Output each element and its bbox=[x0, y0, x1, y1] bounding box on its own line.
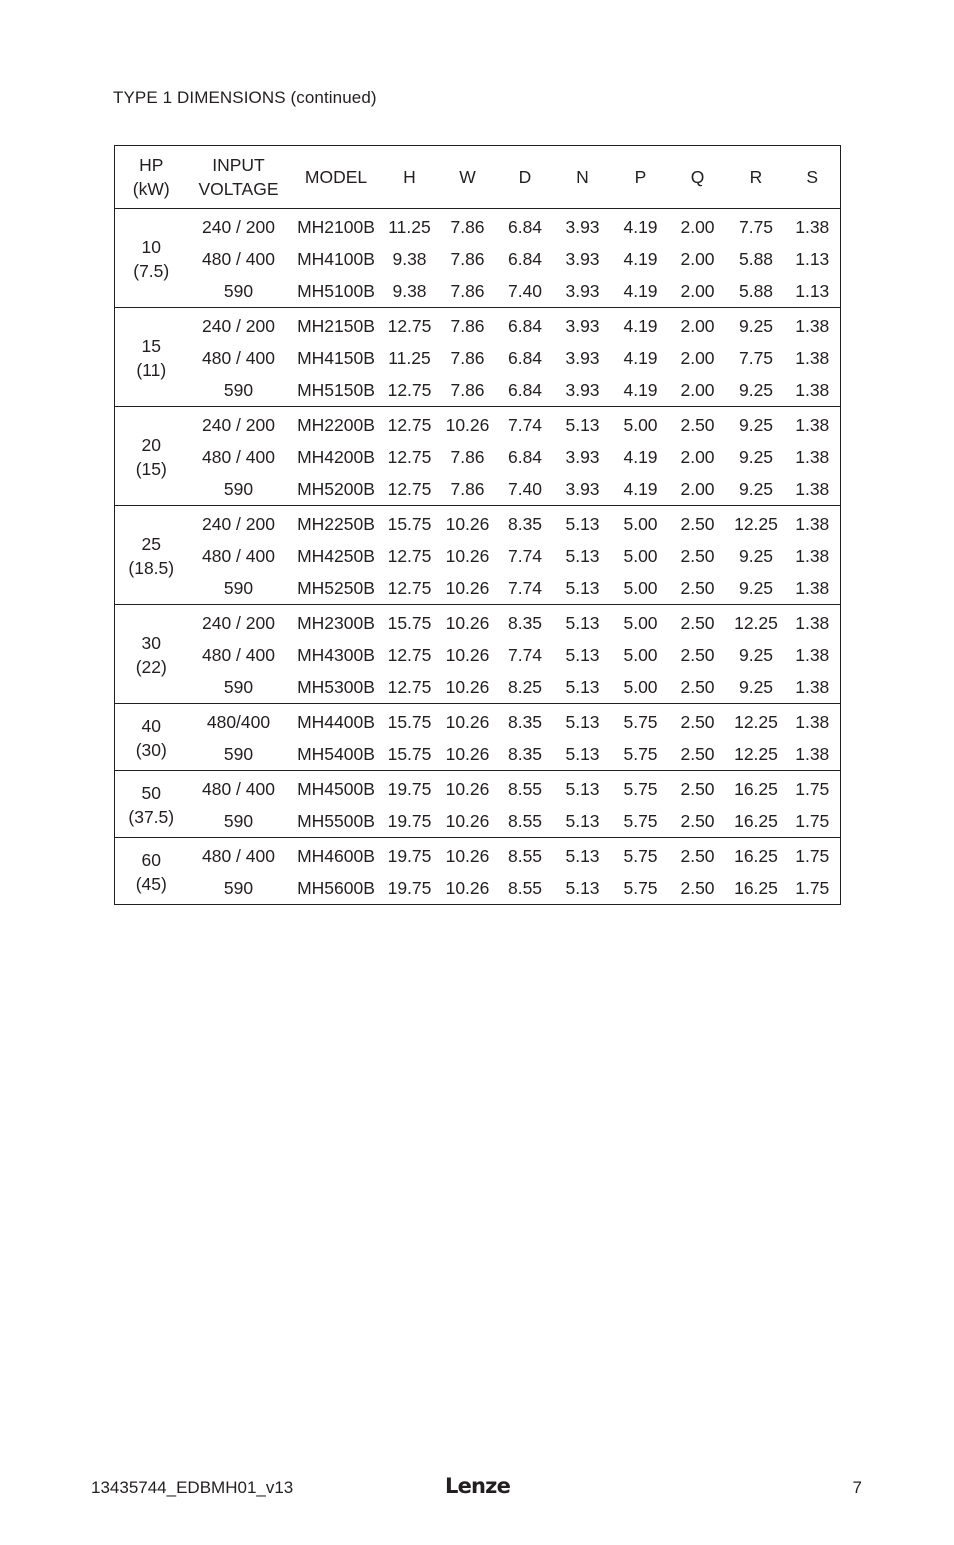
table-cell: MH4400B bbox=[297, 711, 375, 732]
table-cell: 10.26 bbox=[445, 612, 490, 633]
table-row bbox=[115, 540, 841, 572]
table-cell: 5.88 bbox=[728, 275, 785, 308]
table-cell: 590 bbox=[188, 374, 290, 407]
kw-value: (15) bbox=[135, 459, 167, 479]
table-cell: 7.86 bbox=[437, 275, 499, 308]
table-cell: 590 bbox=[188, 671, 290, 704]
table-cell: 12.75 bbox=[387, 315, 432, 336]
table-cell: MH5300B bbox=[290, 671, 383, 704]
table-cell: MH4500B bbox=[297, 778, 375, 799]
table-cell: 1.38 bbox=[795, 315, 830, 336]
table-row bbox=[115, 738, 841, 771]
table-cell: 6.84 bbox=[499, 374, 552, 407]
table-cell: 5.13 bbox=[565, 545, 600, 566]
hp-value: 10 bbox=[141, 237, 161, 257]
table-cell: 590 bbox=[188, 805, 290, 838]
column-header: INPUT VOLTAGE bbox=[188, 146, 290, 209]
table-cell: 1.38 bbox=[795, 347, 830, 368]
table-cell: 3.93 bbox=[552, 374, 614, 407]
table-cell: 10.26 bbox=[437, 671, 499, 704]
table-cell: MH4200B bbox=[297, 446, 375, 467]
table-cell: 2.50 bbox=[668, 671, 728, 704]
table-row bbox=[115, 671, 841, 704]
table-cell: MH5100B bbox=[290, 275, 383, 308]
table-cell: 1.75 bbox=[785, 872, 841, 905]
table-cell: 11.25 bbox=[388, 216, 431, 237]
column-header: H bbox=[383, 146, 437, 209]
table-cell: 2.50 bbox=[680, 644, 715, 665]
table-cell: MH2300B bbox=[297, 612, 375, 633]
table-cell: MH5500B bbox=[290, 805, 383, 838]
kw-value: (30) bbox=[135, 740, 167, 760]
table-cell: MH4300B bbox=[297, 644, 375, 665]
table-cell: 2.00 bbox=[680, 248, 715, 269]
table-cell: 1.38 bbox=[785, 473, 841, 506]
table-cell: 5.75 bbox=[614, 738, 668, 771]
table-cell: 2.00 bbox=[668, 374, 728, 407]
table-cell: MH2150B bbox=[297, 315, 375, 336]
table-cell: MH4250B bbox=[297, 545, 375, 566]
table-cell: 8.55 bbox=[507, 778, 543, 799]
table-header bbox=[115, 146, 841, 209]
table-cell: 11.25 bbox=[388, 347, 431, 368]
table-cell: 1.38 bbox=[795, 446, 830, 467]
table-cell: MH4600B bbox=[297, 845, 375, 866]
kw-value: (18.5) bbox=[128, 558, 175, 578]
table-cell: 7.74 bbox=[499, 572, 552, 605]
table-cell: 2.50 bbox=[680, 711, 715, 732]
page-number: 7 bbox=[852, 1478, 862, 1497]
hp-kw-cell bbox=[115, 407, 188, 506]
hp-value: 30 bbox=[141, 633, 161, 653]
table-cell: 5.00 bbox=[623, 644, 658, 665]
table-cell: 9.25 bbox=[728, 572, 785, 605]
table-cell: 2.50 bbox=[680, 845, 715, 866]
table-row bbox=[115, 838, 841, 873]
table-row bbox=[115, 374, 841, 407]
column-header: Q bbox=[668, 146, 728, 209]
table-cell: 240 / 200 bbox=[202, 315, 275, 336]
kw-value: (45) bbox=[135, 874, 167, 894]
table-cell: MH2100B bbox=[297, 216, 375, 237]
table-cell: 3.93 bbox=[565, 446, 600, 467]
table-cell: 12.75 bbox=[383, 473, 437, 506]
table-row bbox=[115, 872, 841, 905]
column-header: D bbox=[499, 146, 552, 209]
kw-value: (22) bbox=[135, 657, 167, 677]
table-cell: 7.86 bbox=[450, 446, 485, 467]
table-cell: 4.19 bbox=[614, 374, 668, 407]
table-cell: 1.38 bbox=[795, 513, 830, 534]
table-cell: 7.86 bbox=[437, 374, 499, 407]
table-cell: 12.75 bbox=[383, 374, 437, 407]
table-cell: 1.38 bbox=[785, 374, 841, 407]
table-cell: 3.93 bbox=[565, 248, 600, 269]
table-cell: 12.75 bbox=[387, 446, 432, 467]
table-cell: 4.19 bbox=[623, 446, 658, 467]
table-row bbox=[115, 473, 841, 506]
hp-value: 20 bbox=[141, 435, 161, 455]
table-cell: 9.38 bbox=[392, 248, 427, 269]
table-cell: 6.84 bbox=[507, 446, 543, 467]
table-cell: MH5200B bbox=[290, 473, 383, 506]
table-cell: 8.35 bbox=[507, 711, 543, 732]
table-cell: 6.84 bbox=[507, 347, 543, 368]
table-cell: 240 / 200 bbox=[202, 216, 275, 237]
table-cell: 5.13 bbox=[552, 805, 614, 838]
table-cell: 1.13 bbox=[795, 248, 830, 269]
hp-kw-cell bbox=[115, 308, 188, 407]
table-cell: 10.26 bbox=[445, 545, 490, 566]
table-cell: 9.25 bbox=[728, 374, 785, 407]
table-cell: 5.00 bbox=[614, 671, 668, 704]
table-cell: 15.75 bbox=[387, 612, 432, 633]
table-cell: 10.26 bbox=[437, 572, 499, 605]
table-cell: 9.25 bbox=[738, 545, 774, 566]
column-header: P bbox=[614, 146, 668, 209]
table-cell: 5.88 bbox=[738, 248, 774, 269]
table-cell: 1.75 bbox=[785, 805, 841, 838]
table-row bbox=[115, 275, 841, 308]
table-cell: 1.38 bbox=[795, 545, 830, 566]
table-cell: 7.40 bbox=[499, 275, 552, 308]
table-cell: 8.35 bbox=[507, 513, 543, 534]
section-title: TYPE 1 DIMENSIONS (continued) bbox=[113, 88, 377, 107]
table-cell: 2.50 bbox=[668, 872, 728, 905]
hp-value: 25 bbox=[141, 534, 161, 554]
table-cell: 10.26 bbox=[445, 414, 490, 435]
table-cell: MH2250B bbox=[297, 513, 375, 534]
column-header: S bbox=[785, 146, 841, 209]
table-cell: 3.93 bbox=[565, 347, 600, 368]
table-cell: 2.50 bbox=[668, 738, 728, 771]
hp-kw-cell bbox=[115, 771, 188, 838]
table-cell: 3.93 bbox=[565, 315, 600, 336]
table-cell: 12.75 bbox=[387, 644, 432, 665]
table-cell: 1.75 bbox=[795, 778, 830, 799]
table-cell: MH5150B bbox=[290, 374, 383, 407]
table-cell: 15.75 bbox=[387, 513, 432, 534]
table-cell: 2.50 bbox=[668, 572, 728, 605]
table-cell: 16.25 bbox=[734, 778, 778, 799]
table-cell: 5.13 bbox=[552, 872, 614, 905]
table-cell: 8.35 bbox=[499, 738, 552, 771]
table-cell: 4.19 bbox=[623, 347, 658, 368]
table-cell: MH4100B bbox=[297, 248, 375, 269]
table-cell: 5.00 bbox=[614, 572, 668, 605]
table-cell: 12.75 bbox=[387, 414, 432, 435]
table-cell: 12.75 bbox=[387, 545, 432, 566]
table-cell: 15.75 bbox=[383, 738, 437, 771]
dimensions-table bbox=[114, 145, 841, 905]
table-cell: MH5600B bbox=[290, 872, 383, 905]
table-cell: 7.86 bbox=[450, 216, 485, 237]
table-cell: 19.75 bbox=[383, 805, 437, 838]
table-row bbox=[115, 407, 841, 442]
table-cell: 5.75 bbox=[623, 711, 658, 732]
table-row bbox=[115, 704, 841, 739]
table-cell: 590 bbox=[188, 473, 290, 506]
table-cell: 2.50 bbox=[680, 414, 715, 435]
table-cell: 2.50 bbox=[680, 778, 715, 799]
table-cell: 5.75 bbox=[623, 845, 658, 866]
table-cell: 3.93 bbox=[552, 473, 614, 506]
hp-value: 15 bbox=[141, 336, 161, 356]
table-row bbox=[115, 441, 841, 473]
table-cell: 480 / 400 bbox=[202, 845, 275, 866]
kw-value: (11) bbox=[136, 360, 167, 380]
column-header: HP (kW) bbox=[115, 146, 188, 209]
table-cell: 9.25 bbox=[728, 473, 785, 506]
table-row bbox=[115, 771, 841, 806]
table-row bbox=[115, 308, 841, 343]
table-cell: 2.00 bbox=[668, 275, 728, 308]
table-cell: 1.38 bbox=[785, 572, 841, 605]
table-cell: 1.75 bbox=[795, 845, 830, 866]
table-cell: 7.86 bbox=[450, 315, 485, 336]
table-cell: 480 / 400 bbox=[202, 446, 275, 467]
table-cell: 12.25 bbox=[734, 711, 778, 732]
table-cell: 10.26 bbox=[437, 738, 499, 771]
table-cell: 10.26 bbox=[445, 711, 490, 732]
hp-kw-cell bbox=[115, 506, 188, 605]
table-cell: 5.13 bbox=[565, 414, 600, 435]
table-cell: 8.25 bbox=[499, 671, 552, 704]
table-cell: 5.00 bbox=[623, 545, 658, 566]
table-cell: 7.74 bbox=[507, 414, 543, 435]
table-cell: MH2200B bbox=[297, 414, 375, 435]
kw-value: (37.5) bbox=[128, 807, 175, 827]
table-cell: 2.00 bbox=[680, 216, 715, 237]
table-cell: 2.50 bbox=[680, 545, 715, 566]
table-cell: 5.13 bbox=[565, 778, 600, 799]
table-cell: 6.84 bbox=[507, 315, 543, 336]
table-cell: 16.25 bbox=[728, 805, 785, 838]
table-cell: 4.19 bbox=[623, 216, 658, 237]
table-cell: 9.38 bbox=[383, 275, 437, 308]
table-cell: 2.00 bbox=[680, 315, 715, 336]
table-body bbox=[115, 209, 841, 905]
table-row bbox=[115, 639, 841, 671]
table-cell: 2.50 bbox=[680, 513, 715, 534]
table-cell: 6.84 bbox=[507, 248, 543, 269]
table-cell: 2.50 bbox=[680, 612, 715, 633]
table-cell: 10.26 bbox=[437, 872, 499, 905]
table-cell: 3.93 bbox=[552, 275, 614, 308]
hp-kw-cell bbox=[115, 209, 188, 308]
table-cell: 480 / 400 bbox=[202, 248, 275, 269]
table-cell: 480 / 400 bbox=[202, 545, 275, 566]
table-cell: 1.38 bbox=[795, 612, 830, 633]
table-cell: 480 / 400 bbox=[202, 644, 275, 665]
table-cell: 8.55 bbox=[507, 845, 543, 866]
table-cell: 5.00 bbox=[623, 414, 658, 435]
table-cell: 9.25 bbox=[738, 315, 774, 336]
table-cell: 7.74 bbox=[507, 545, 543, 566]
table-cell: 12.75 bbox=[383, 671, 437, 704]
table-row bbox=[115, 342, 841, 374]
table-cell: MH4150B bbox=[297, 347, 375, 368]
table-cell: 16.25 bbox=[734, 845, 778, 866]
hp-kw-cell bbox=[115, 605, 188, 704]
table-cell: 7.40 bbox=[499, 473, 552, 506]
table-cell: 480 / 400 bbox=[202, 778, 275, 799]
table-cell: 590 bbox=[188, 572, 290, 605]
table-cell: 8.55 bbox=[499, 872, 552, 905]
column-header: R bbox=[728, 146, 785, 209]
table-cell: 8.55 bbox=[499, 805, 552, 838]
table-cell: 1.38 bbox=[795, 711, 830, 732]
column-header: W bbox=[437, 146, 499, 209]
table-cell: 2.00 bbox=[680, 446, 715, 467]
hp-kw-cell bbox=[115, 704, 188, 771]
table-cell: 7.74 bbox=[507, 644, 543, 665]
table-cell: 2.00 bbox=[668, 473, 728, 506]
table-cell: 12.75 bbox=[383, 572, 437, 605]
table-cell: 5.00 bbox=[623, 513, 658, 534]
table-cell: 19.75 bbox=[387, 778, 432, 799]
table-cell: 10.26 bbox=[445, 644, 490, 665]
table-cell: 2.00 bbox=[680, 347, 715, 368]
table-cell: 5.13 bbox=[552, 738, 614, 771]
table-cell: 5.75 bbox=[614, 805, 668, 838]
table-cell: 7.86 bbox=[450, 248, 485, 269]
document-id: 13435744_EDBMH01_v13 bbox=[91, 1478, 294, 1497]
table-cell: MH5250B bbox=[290, 572, 383, 605]
table-cell: 12.25 bbox=[734, 513, 778, 534]
hp-value: 60 bbox=[141, 850, 161, 870]
table-row bbox=[115, 209, 841, 244]
table-cell: 7.86 bbox=[437, 473, 499, 506]
table-cell: 10.26 bbox=[445, 778, 490, 799]
header-row bbox=[115, 146, 841, 209]
table-cell: 5.13 bbox=[565, 644, 600, 665]
table-cell: 16.25 bbox=[728, 872, 785, 905]
table-cell: 6.84 bbox=[507, 216, 543, 237]
table-cell: 10.26 bbox=[445, 513, 490, 534]
table-cell: 10.26 bbox=[445, 845, 490, 866]
table-cell: 3.93 bbox=[565, 216, 600, 237]
table-cell: 7.75 bbox=[738, 347, 774, 368]
table-cell: 5.75 bbox=[614, 872, 668, 905]
table-cell: 10.26 bbox=[437, 805, 499, 838]
table-cell: 4.19 bbox=[623, 315, 658, 336]
table-cell: 5.13 bbox=[552, 572, 614, 605]
table-cell: 4.19 bbox=[614, 473, 668, 506]
column-header: MODEL bbox=[290, 146, 383, 209]
table-cell: 5.00 bbox=[623, 612, 658, 633]
table-cell: 590 bbox=[188, 275, 290, 308]
table-cell: 12.25 bbox=[728, 738, 785, 771]
table-cell: 1.38 bbox=[795, 644, 830, 665]
table-cell: 5.75 bbox=[623, 778, 658, 799]
table-cell: 5.13 bbox=[565, 513, 600, 534]
table-cell: 12.25 bbox=[734, 612, 778, 633]
table-cell: 19.75 bbox=[383, 872, 437, 905]
hp-value: 50 bbox=[141, 783, 161, 803]
table-row bbox=[115, 572, 841, 605]
table-cell: 4.19 bbox=[623, 248, 658, 269]
table-cell: 4.19 bbox=[614, 275, 668, 308]
table-cell: 5.13 bbox=[565, 845, 600, 866]
table-cell: 5.13 bbox=[552, 671, 614, 704]
table-cell: 240 / 200 bbox=[202, 513, 275, 534]
table-cell: MH5400B bbox=[290, 738, 383, 771]
table-row bbox=[115, 243, 841, 275]
hp-kw-cell bbox=[115, 838, 188, 905]
table-cell: 9.25 bbox=[728, 671, 785, 704]
table-cell: 1.38 bbox=[795, 414, 830, 435]
table-cell: 9.25 bbox=[738, 644, 774, 665]
table-cell: 7.75 bbox=[738, 216, 774, 237]
table-cell: 1.38 bbox=[785, 671, 841, 704]
kw-value: (7.5) bbox=[133, 261, 170, 281]
table-cell: 480/400 bbox=[206, 711, 271, 732]
table-cell: 240 / 200 bbox=[202, 414, 275, 435]
table-cell: 1.38 bbox=[785, 738, 841, 771]
table-cell: 1.38 bbox=[795, 216, 830, 237]
hp-value: 40 bbox=[141, 716, 161, 736]
table-cell: 590 bbox=[188, 872, 290, 905]
table-cell: 5.13 bbox=[565, 711, 600, 732]
table-cell: 8.35 bbox=[507, 612, 543, 633]
table-cell: 1.13 bbox=[785, 275, 841, 308]
table-cell: 15.75 bbox=[387, 711, 432, 732]
table-cell: 7.86 bbox=[450, 347, 485, 368]
table-cell: 240 / 200 bbox=[202, 612, 275, 633]
column-header: N bbox=[552, 146, 614, 209]
table-cell: 5.13 bbox=[565, 612, 600, 633]
table-cell: 480 / 400 bbox=[202, 347, 275, 368]
table-cell: 9.25 bbox=[738, 446, 774, 467]
table-row bbox=[115, 605, 841, 640]
table-row bbox=[115, 506, 841, 541]
table-cell: 590 bbox=[188, 738, 290, 771]
lenze-logo: Lenze bbox=[445, 1474, 511, 1498]
table-cell: 2.50 bbox=[668, 805, 728, 838]
table-cell: 9.25 bbox=[738, 414, 774, 435]
table-row bbox=[115, 805, 841, 838]
table-cell: 19.75 bbox=[387, 845, 432, 866]
